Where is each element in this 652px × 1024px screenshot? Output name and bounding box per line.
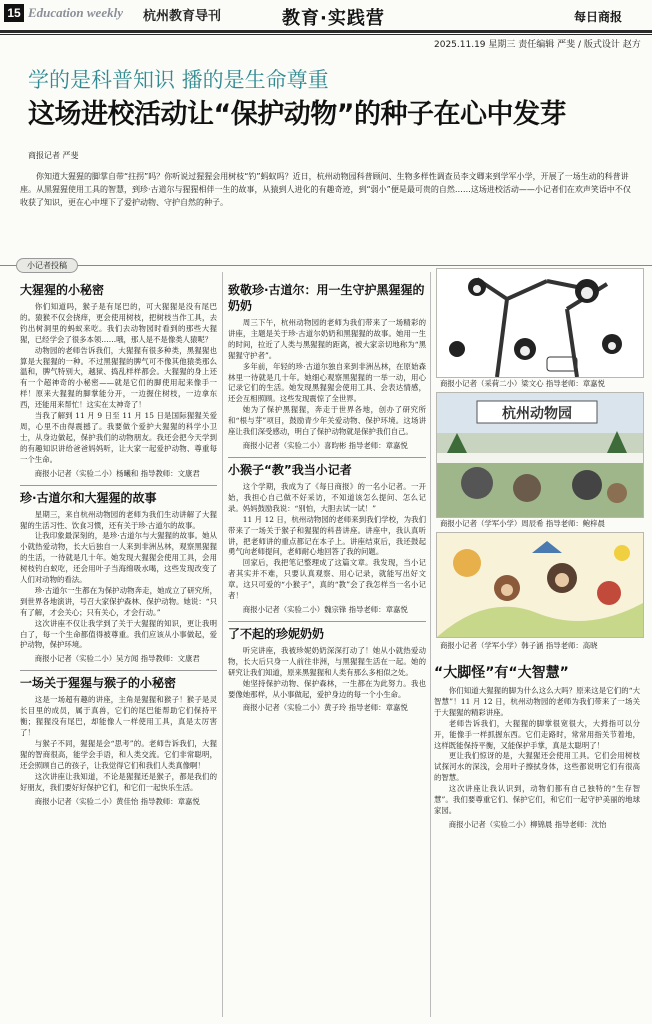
- masthead-rule-thin: [0, 34, 652, 35]
- article-paragraph: 老师告诉我们，大猩猩的脚掌很宽很大，大拇指可以分开，能像手一样抓握东西。它们走路时，常常用指关节着地，这样既能保持平衡，又能保护手掌，真是太聪明了！: [434, 718, 640, 750]
- tab-student-reporter: 小记者投稿: [16, 258, 78, 273]
- article-divider: [20, 670, 217, 671]
- article-paragraph: 你们知道吗，猴子是有尾巴的，可大猩猩是没有尾巴的。猿猴不仅会挠痒，更会使用树枝，把树枝当作工具，去钓出树洞里的蚂蚁来吃。我们去动物园时看到的那些大猩猩，已经学会了很多本领……哦，那人是不是像类人猿呢？: [20, 302, 217, 344]
- article-title: “大脚怪”有“大智慧”: [434, 665, 569, 681]
- colorful-animals-illustration: [437, 533, 643, 637]
- article-title: 小猴子“教”我当小记者: [228, 462, 352, 477]
- article-divider: [228, 621, 426, 622]
- column-3: [434, 660, 640, 1015]
- article-paragraph: 听完讲座，我被珍妮奶奶深深打动了！她从小就热爱动物，长大后只身一人前往非洲，与黑猩猩生活在一起。她的研究让我们知道，原来黑猩猩和人类有那么多相似之处。: [228, 645, 426, 677]
- article-byline: 商报小记者（实验二小）黄子玲 指导老师：章嘉悦: [242, 703, 408, 713]
- article-paragraph: 周三下午，杭州动物园的老师为我们带来了一场精彩的讲座，主题是关于珍·古道尔奶奶和黑猩猩的故事。她用一生的时间，拉近了人类与黑猩猩的距离，被大家亲切地称为“黑猩猩守护者”。: [228, 318, 426, 360]
- article-paragraph: 动物园的老师告诉我们，大猩猩有很多种类，黑猩猩也算是大猩猩的一种。不过黑猩猩的脾气可不像其他猿类那么温和，脾气特别大，越狱、捣乱样样都会。大猩猩的身上还有一个超神奇的小秘密——就是它们的脚使用起来像手一样！原来大猩猩的脚掌能分开，一边握住树枝，一边拿东西，还能用来帮忙！这实在太神奇了！: [20, 345, 217, 410]
- article-divider: [228, 457, 426, 458]
- column-1: [20, 278, 217, 1013]
- article-paragraph: 她为了保护黑猩猩，奔走于世界各地，创办了研究所和“根与芽”项目，鼓励青少年关爱动物、保护环境。这场讲座让我们深受感动，明白了保护动物就是保护我们自己。: [228, 405, 426, 437]
- article-paragraph: 珍·古道尔一生都在为保护动物奔走，她成立了研究所，到世界各地演讲，号召大家保护森林、保护动物。她说：“只有了解，才会关心；只有关心，才会行动。”: [20, 585, 217, 617]
- article-byline: 商报小记者（实验二小）喜昀彬 指导老师：章嘉悦: [242, 440, 408, 450]
- article-byline: 商报小记者（实验二小）杨曦和 指导教师：文康君: [34, 468, 200, 478]
- drawing-zoo-scene: [436, 392, 644, 518]
- article-byline: 商报小记者（实验二小）吴方闻 指导教师：文康君: [34, 654, 200, 664]
- zoo-scene-illustration: [437, 393, 643, 517]
- article-paragraph: 回家后，我把笔记整理成了这篇文章。我发现，当小记者其实并不难，只要认真观察、用心记录，就能写出好文章。这只可爱的“小猴子”，真的“教”会了我怎样当一名小记者！: [228, 558, 426, 601]
- education-weekly-label: Education weekly: [28, 5, 123, 20]
- article-paragraph: 这次讲座让我认识到，动物们都有自己独特的“生存智慧”。我们要尊重它们、保护它们，和它们一起守护美丽的地球家园。: [434, 784, 640, 815]
- masthead-rule: [0, 30, 652, 33]
- article-title: 了不起的珍妮奶奶: [228, 626, 325, 641]
- drawing-banner-text: 杭州动物园: [502, 406, 572, 422]
- article-paragraph: 更让我们惊讶的是，大猩猩还会使用工具。它们会用树枝试探河水的深浅，会用叶子擦拭身体，这些都说明它们有很高的智慧。: [434, 751, 640, 783]
- article-paragraph: 星期三，来自杭州动物园的老师为我们生动讲解了大猩猩的生活习性、饮食习惯，还有关于珍·古道尔的故事。: [20, 509, 217, 530]
- article-paragraph: 11 月 12 日，杭州动物园的老师来到我们学校，为我们带来了一场关于猴子和猩猩的科普讲座。讲座中，我认真听讲，把老师讲的重点都记在本子上。讲座结束后，我还鼓起勇气向老师提问，老师耐心地回答了我的问题。: [228, 514, 426, 557]
- column-divider: [430, 272, 431, 1017]
- article-title: 珍·古道尔和大猩猩的故事: [20, 490, 157, 505]
- article-title: 一场关于猩猩与猴子的小秘密: [20, 676, 177, 691]
- article-byline: 商报小记者（实验二小）魏宗锋 指导老师：章嘉悦: [242, 604, 408, 614]
- article-byline: 商报小记者（实验二小）黄佳怡 指导教师：章嘉悦: [34, 796, 200, 806]
- drawing-caption: 商报小记者（学军小学）韩子涵 指导老师：高晓: [440, 641, 598, 650]
- reporter-byline: 商报记者 严斐: [28, 151, 79, 160]
- issue-line: 2025.11.19 星期三 责任编辑 严斐 / 版式设计 赵方: [434, 40, 641, 50]
- article-paragraph: 与猴子不同，猩猩是会“思考”的。老师告诉我们，大猩猩的智商很高，能学会手语，和人类交流。它们非常聪明，还会照顾自己的孩子，让我觉得它们和我们人类真像啊！: [20, 739, 217, 770]
- main-headline: 这场进校活动让“保护动物”的种子在心中发芽: [28, 99, 566, 130]
- column-2: [228, 278, 426, 1013]
- article-paragraph: 这次讲座不仅让我学到了关于大猩猩的知识，更让我明白了，每一个生命都值得被尊重。我们应该从小事做起，爱护动物，保护环境。: [20, 618, 217, 650]
- guide-name: 杭州教育导刊: [143, 9, 222, 24]
- monkeys-tree-illustration: [437, 269, 643, 377]
- article-title: 大猩猩的小秘密: [20, 283, 105, 297]
- drawing-caption: 商报小记者（学军小学）周辰希 指导老师：鲍梓晨: [440, 519, 605, 528]
- article-byline: 商报小记者（实验二小）柳锦晨 指导老师：沈怡: [448, 819, 607, 829]
- article-divider: [20, 485, 217, 486]
- article-paragraph: 这次讲座让我知道，不论是猩猩还是猴子，都是我们的好朋友，我们要好好保护它们，和它们一起快乐生活。: [20, 771, 217, 792]
- article-paragraph: 多年前，年轻的珍·古道尔独自来到非洲丛林，在原始森林里一待就是几十年。她细心观察黑猩猩的一举一动，用心记录它们的生活。她发现黑猩猩会使用工具、会表达情感，还会互相照顾。这些发现震惊了全世界。: [228, 361, 426, 404]
- article-paragraph: 让我印象最深刻的，是珍·古道尔与大猩猩的故事。她从小就热爱动物，长大后独自一人来到非洲丛林，观察黑猩猩的生活，一待就是几十年。她发现大猩猩会使用工具，会用树枝钓白蚁吃，还会用叶子当海绵吸水喝，这些发现改变了人们对动物的看法。: [20, 531, 217, 585]
- kicker: 学的是科普知识 播的是生命尊重: [28, 68, 329, 92]
- drawing-caption: 商报小记者（采荷二小）梁文心 指导老师：章嘉悦: [440, 379, 605, 388]
- drawing-colorful-animals: [436, 532, 644, 638]
- article-paragraph: 她坚持保护动物、保护森林，一生都在为此努力。我也要像她那样，从小事做起，爱护身边的每一个小生命。: [228, 678, 426, 699]
- column-divider: [222, 272, 223, 1017]
- drawing-monkeys-tree: [436, 268, 644, 378]
- article-title: 致敬珍·古道尔：用一生守护黑猩猩的奶奶: [228, 283, 425, 313]
- article-paragraph: 这个学期，我成为了《每日商报》的一名小记者。一开始，我担心自己做不好采访，不知道该怎么提问、怎么记录。妈妈鼓励我说：“别怕，大胆去试一试！”: [228, 481, 426, 513]
- section-title: 教育·实践营: [282, 8, 385, 29]
- article-paragraph: 当我了解到 11 月 9 日至 11 月 15 日是国际猩猩关爱周，心里不由得震撼了。我要做个爱护大猩猩的科学小卫士，从身边做起，保护我们的动物朋友。我还会把今天学到的有趣知识讲给爸爸妈妈听，让大家一起爱护动物、尊重每一个生命。: [20, 411, 217, 464]
- article-paragraph: 这是一场超有趣的讲座，主角是猩猩和猴子！猴子是灵长目里的成员，属于真兽，它们的尾巴能帮助它们保持平衡；猩猩没有尾巴，却能像人一样使用工具，真是太厉害了！: [20, 695, 217, 738]
- article-paragraph: 你们知道大猩猩的脚为什么这么大吗？原来这是它们的“大智慧”！11 月 12 日，杭州动物园的老师为我们带来了一场关于大猩猩的精彩讲座。: [434, 686, 640, 717]
- section-divider: [0, 265, 652, 266]
- paper-name: 每日商报: [574, 10, 623, 24]
- page-number: 15: [4, 4, 24, 22]
- lead-paragraph: 你知道大猩猩的脚掌自带“拄拐”吗？你听说过猩猩会用树枝“钓”蚂蚁吗？近日，杭州动物园科普顾问、生物多样性调查员李文卿来到学军小学，开展了一场生动的科普讲座。从黑猩猩使用工具的智慧，到珍·古道尔与猩猩相伴一生的故事，从猿到人进化的有趣奇迹，到“弱小”便是最可贵的自然……这场进校活动——小记者们在欢声笑语中不仅收获了知识，更在心中埋下了爱护动物、守护自然的种子。: [20, 172, 631, 207]
